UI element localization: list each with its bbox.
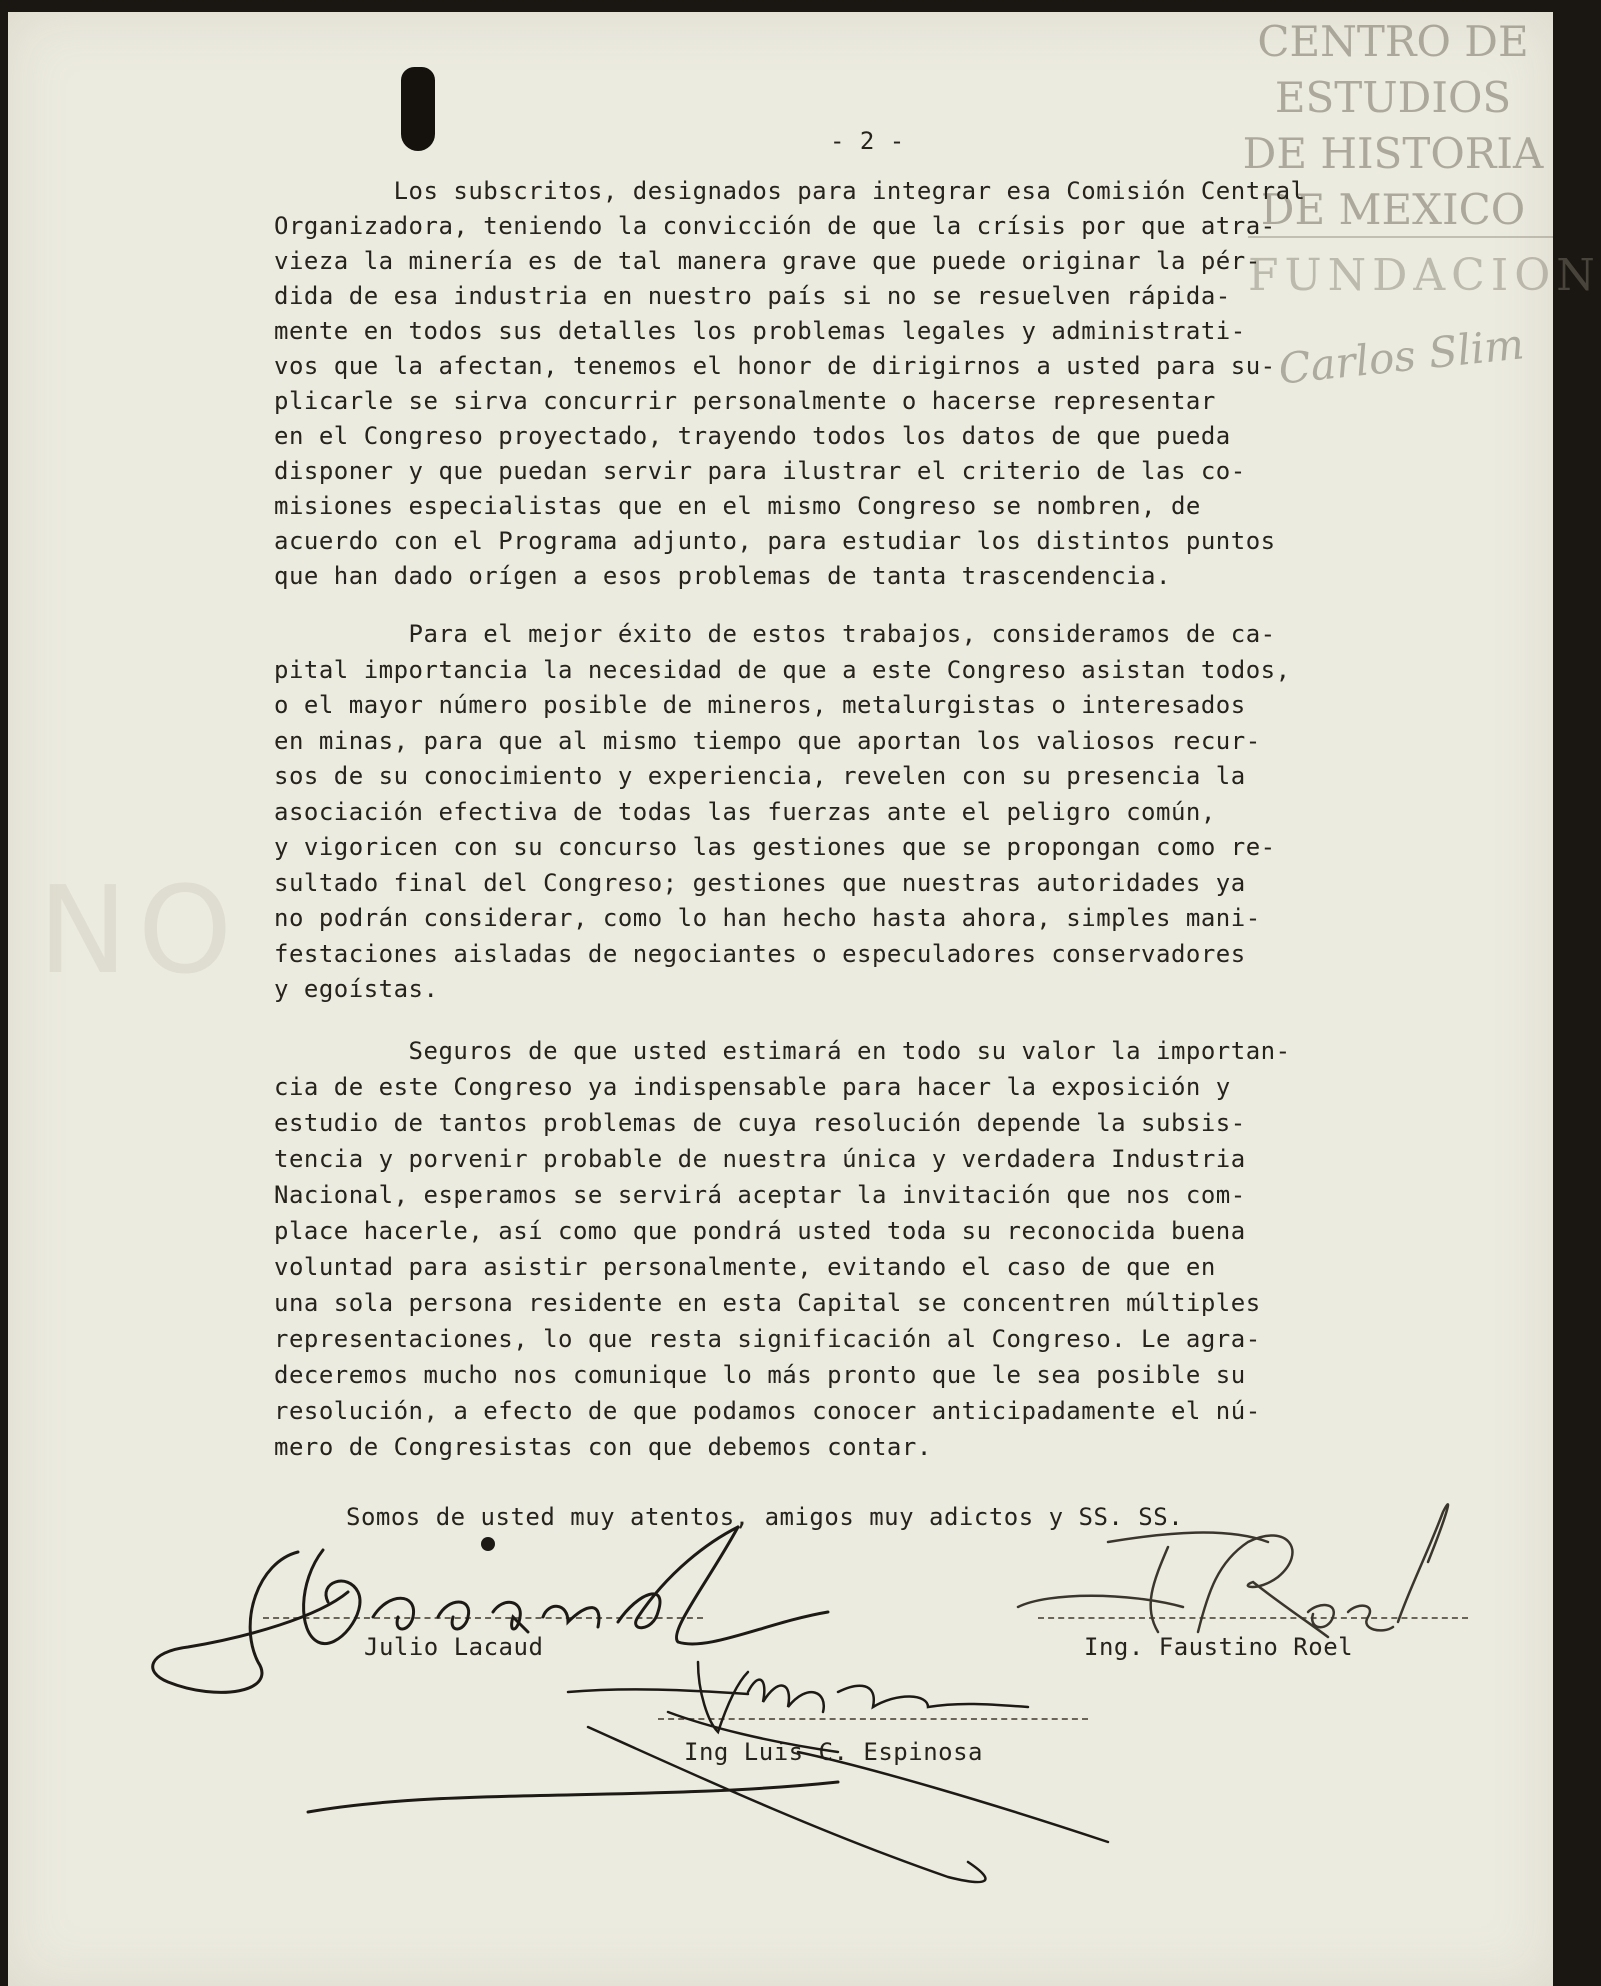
watermark-line-3: DE HISTORIA	[1242, 129, 1544, 178]
watermark-line-1: CENTRO DE	[1257, 17, 1529, 66]
text-line: sos de su conocimiento y experiencia, revelen con su presencia la	[274, 762, 1246, 790]
signatory-name-1: Julio Lacaud	[364, 1633, 544, 1661]
watermark-handwritten: Carlos Slim	[1276, 319, 1527, 394]
watermark-line-2: ESTUDIOS	[1274, 73, 1512, 122]
text-line: disponer y que puedan servir para ilustrar el criterio de las co-	[274, 457, 1246, 485]
text-line: Para el mejor éxito de estos trabajos, consideramos de ca-	[274, 620, 1276, 648]
text-line: en el Congreso proyectado, trayendo todos los datos de que pueda	[274, 422, 1231, 450]
text-line: en minas, para que al mismo tiempo que aportan los valiosos recur-	[274, 726, 1261, 755]
text-line: y vigoricen con su concurso las gestiones que se propongan como re-	[274, 833, 1276, 861]
signature-luis-espinosa	[568, 1632, 1168, 1892]
text-line: place hacerle, así como que pondrá usted toda su reconocida buena	[274, 1217, 1246, 1245]
watermark-fundacion: FUNDACION	[1248, 250, 1601, 301]
text-line: resolución, a efecto de que podamos conocer anticipadamente el nú-	[274, 1397, 1261, 1425]
text-line: sultado final del Congreso; gestiones que nuestras autoridades ya	[274, 868, 1246, 897]
text-line: Organizadora, teniendo la convicción de que la crísis por que atra-	[274, 212, 1276, 240]
text-line: mero de Congresistas con que debemos contar.	[274, 1433, 932, 1461]
text-line: vos que la afectan, tenemos el honor de dirigirnos a usted para su-	[274, 352, 1276, 380]
text-line: vieza la minería es de tal manera grave que puede originar la pér-	[274, 247, 1261, 275]
text-line: mente en todos sus detalles los problemas legales y administrati-	[274, 317, 1246, 345]
text-line: representaciones, lo que resta significación al Congreso. Le agra-	[274, 1325, 1261, 1353]
text-line: acuerdo con el Programa adjunto, para estudiar los distintos puntos	[274, 527, 1276, 555]
text-line: una sola persona residente en esta Capital se concentren múltiples	[274, 1289, 1261, 1317]
watermark-line-4: DE MEXICO	[1260, 185, 1526, 234]
text-line: o el mayor número posible de mineros, metalurgistas o interesados	[274, 691, 1246, 719]
text-line: Nacional, esperamos se servirá aceptar la invitación que nos com-	[274, 1181, 1246, 1209]
text-line: estudio de tantos problemas de cuya resolución depende la subsis-	[274, 1109, 1246, 1137]
text-line: deceremos mucho nos comunique lo más pronto que le sea posible su	[274, 1361, 1246, 1389]
text-line: Los subscritos, designados para integrar esa Comisión Central	[274, 177, 1306, 205]
text-line: no podrán considerar, como lo han hecho hasta ahora, simples mani-	[274, 904, 1261, 932]
text-line: plicarle se sirva concurrir personalmente o hacerse representar	[274, 387, 1216, 415]
text-line: tencia y porvenir probable de nuestra única y verdadera Industria	[274, 1145, 1246, 1173]
text-line: festaciones aisladas de negociantes o especuladores conservadores	[274, 939, 1246, 968]
closing-line: Somos de usted muy atentos, amigos muy adictos y SS. SS.	[346, 1503, 1184, 1531]
document-page	[8, 12, 1601, 1986]
text-line: dida de esa industria en nuestro país si no se resuelven rápida-	[274, 282, 1231, 310]
background-stamp: NO	[38, 862, 243, 1001]
signatory-name-2: Ing. Faustino Roel	[1084, 1633, 1354, 1661]
signatory-name-3: Ing Luis C. Espinosa	[684, 1738, 983, 1766]
text-line: voluntad para asistir personalmente, evitando el caso de que en	[274, 1253, 1216, 1281]
text-line: misiones especialistas que en el mismo Congreso se nombren, de	[274, 492, 1201, 520]
text-line: Seguros de que usted estimará en todo su valor la importan-	[274, 1037, 1291, 1065]
text-line: cia de este Congreso ya indispensable para hacer la exposición y	[274, 1073, 1231, 1101]
text-line: que han dado orígen a esos problemas de tanta trascendencia.	[274, 562, 1171, 590]
text-line: asociación efectiva de todas las fuerzas ante el peligro común,	[274, 797, 1216, 826]
page-number: - 2 -	[830, 127, 905, 155]
text-line: pital importancia la necesidad de que a este Congreso asistan todos,	[274, 655, 1291, 684]
watermark-divider	[1248, 236, 1553, 238]
punch-hole	[401, 67, 435, 151]
text-line: y egoístas.	[274, 975, 439, 1003]
